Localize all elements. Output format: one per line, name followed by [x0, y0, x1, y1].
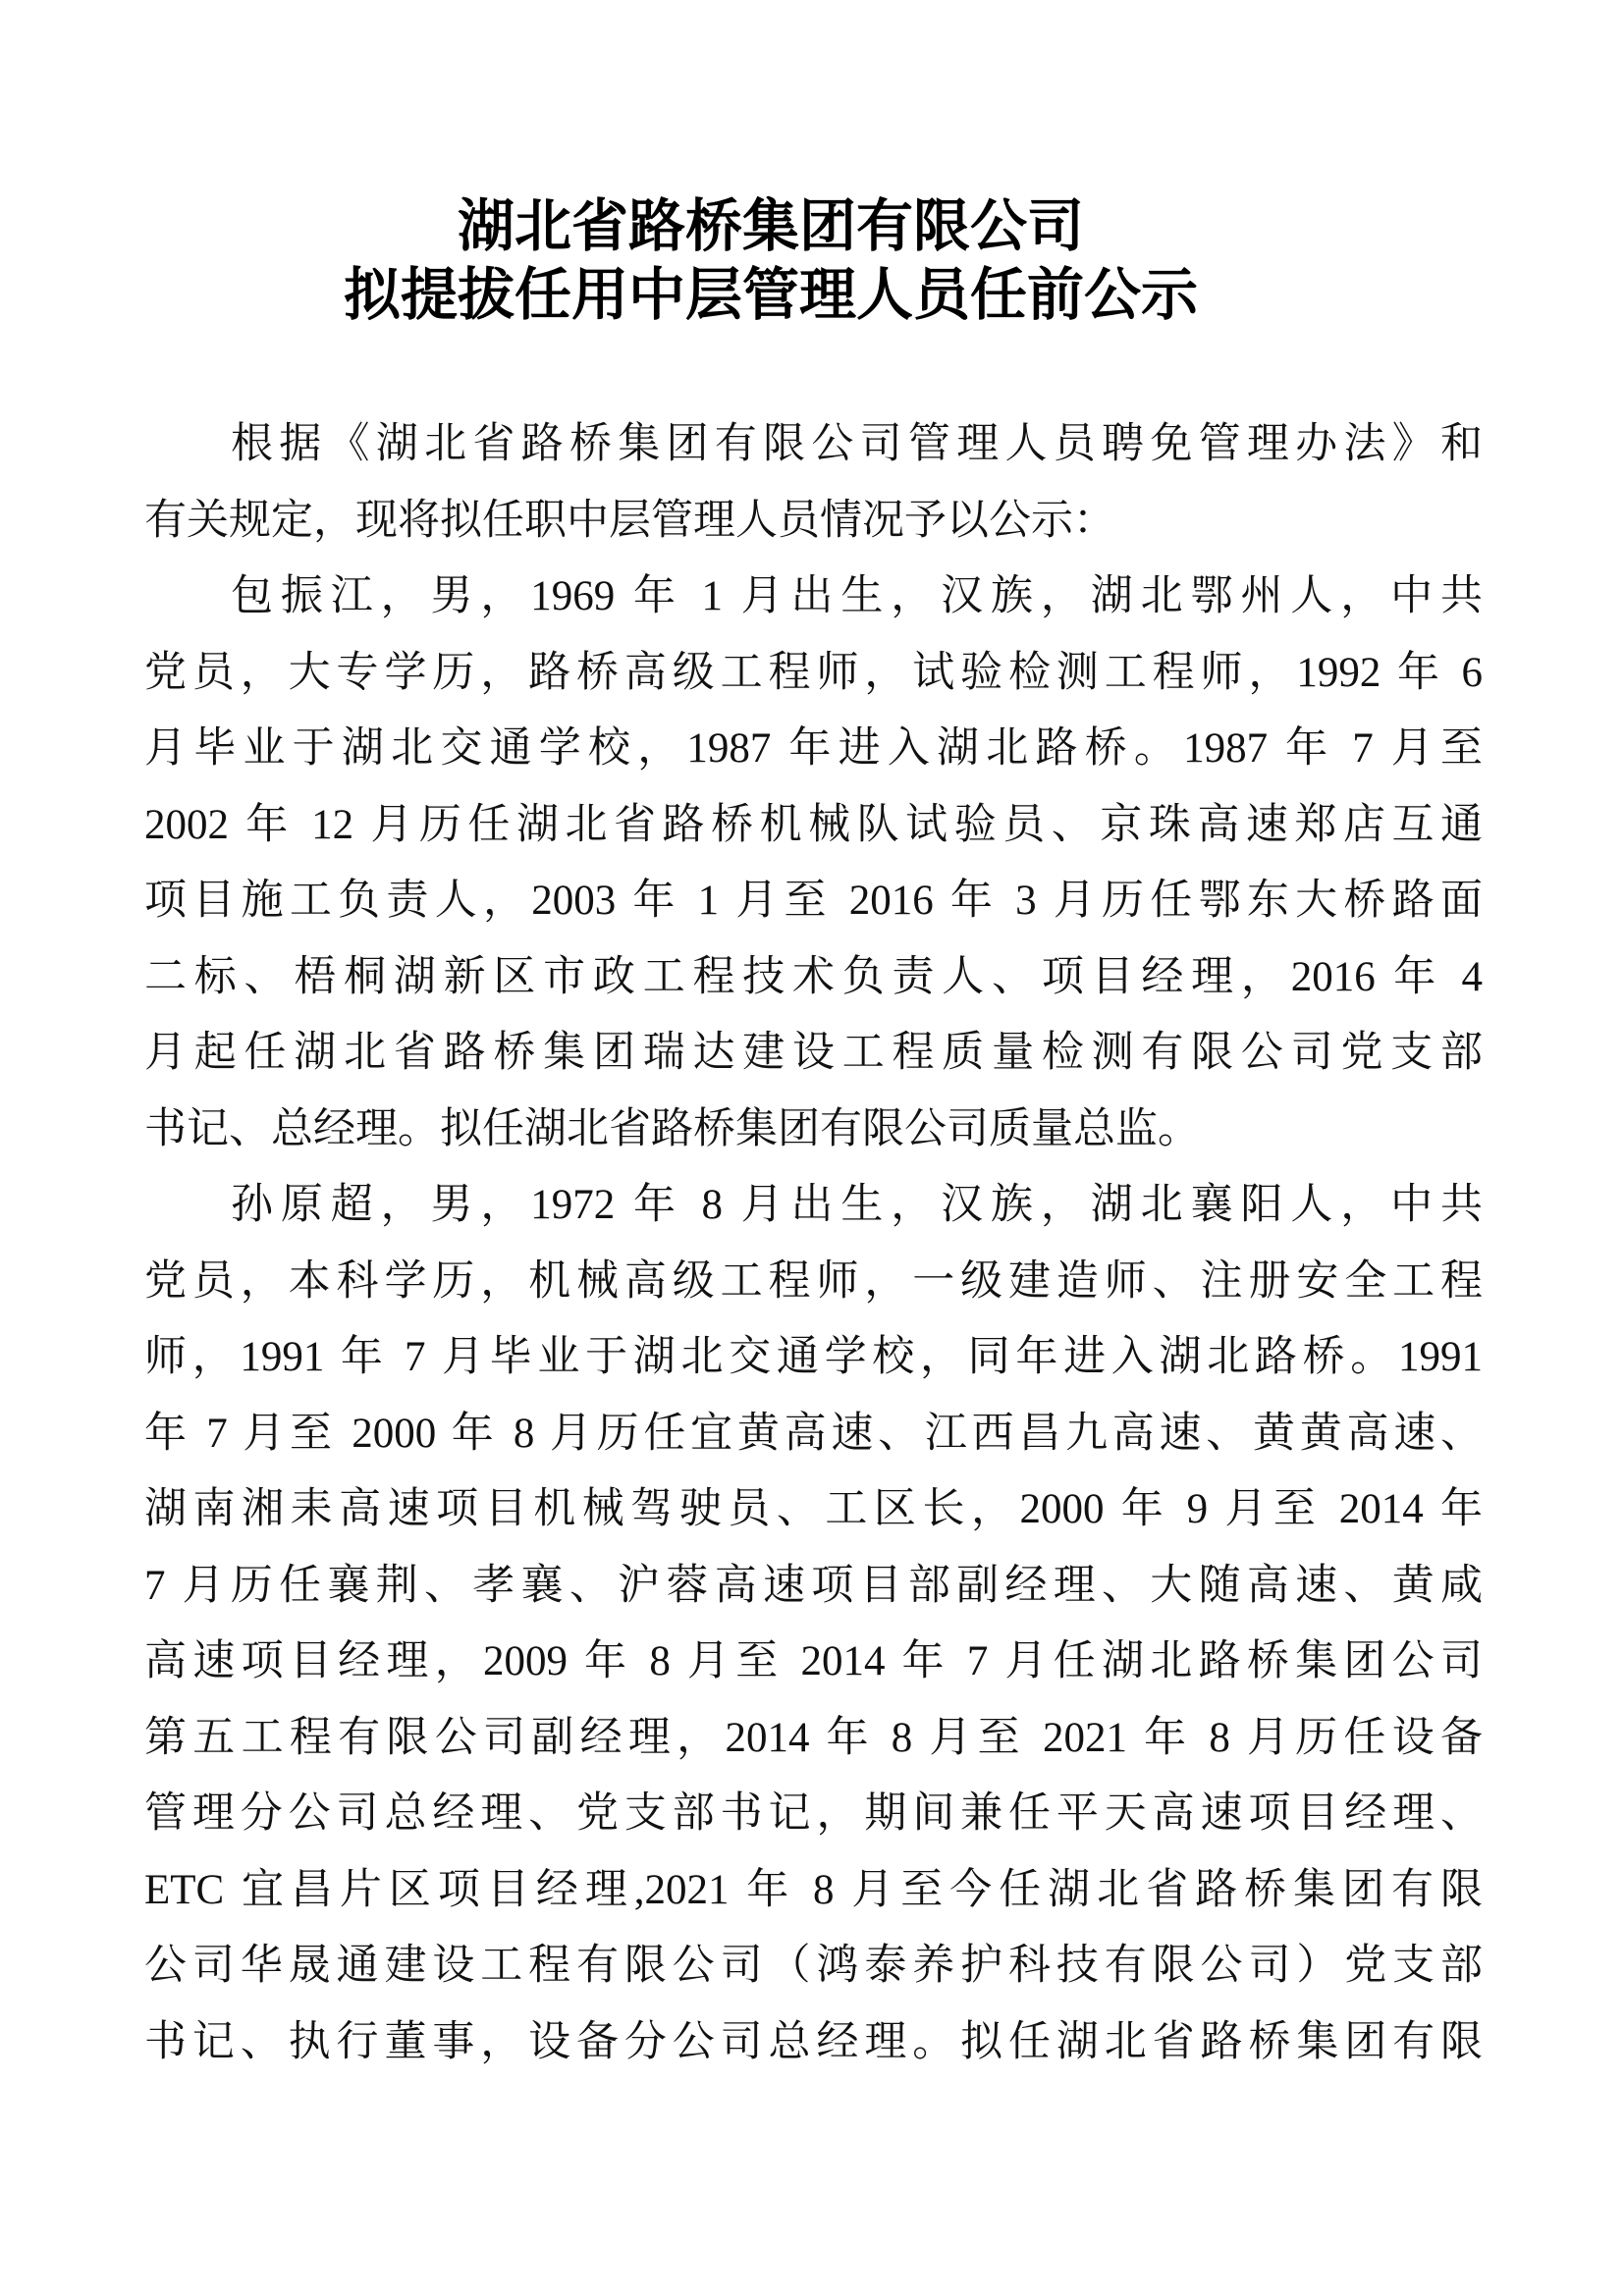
body-line: 师，1991 年 7 月毕业于湖北交通学校，同年进入湖北路桥。1991 — [144, 1334, 1483, 1380]
body-line: 湖南湘耒高速项目机械驾驶员、工区长，2000 年 9 月至 2014 年 — [144, 1486, 1483, 1532]
body-line: 项目施工负责人，2003 年 1 月至 2016 年 3 月历任鄂东大桥路面 — [144, 878, 1483, 924]
body-line: 包振江，男，1969 年 1 月出生，汉族，湖北鄂州人，中共 — [231, 573, 1483, 619]
body-line: 第五工程有限公司副经理，2014 年 8 月至 2021 年 8 月历任设备 — [144, 1714, 1483, 1761]
body-line: 年 7 月至 2000 年 8 月历任宜黄高速、江西昌九高速、黄黄高速、 — [144, 1410, 1483, 1457]
body-line: 2002 年 12 月历任湖北省路桥机械队试验员、京珠高速郑店互通 — [144, 801, 1483, 848]
document-title-line-2: 拟提拔任用中层管理人员任前公示 — [343, 263, 1198, 327]
body-line: 孙原超，男，1972 年 8 月出生，汉族，湖北襄阳人，中共 — [231, 1182, 1483, 1228]
body-line: 有关规定，现将拟任职中层管理人员情况予以公示： — [144, 497, 1115, 544]
body-line: 月起任湖北省路桥集团瑞达建设工程质量检测有限公司党支部 — [144, 1030, 1483, 1076]
body-line: 7 月历任襄荆、孝襄、沪蓉高速项目部副经理、大随高速、黄咸 — [144, 1562, 1483, 1609]
document-title — [102, 0, 1440, 330]
body-line: 根据《湖北省路桥集团有限公司管理人员聘免管理办法》和 — [231, 421, 1483, 467]
body-line: 公司华晟通建设工程有限公司（鸿泰养护科技有限公司）党支部 — [144, 1943, 1483, 1989]
body-line: 书记、执行董事，设备分公司总经理。拟任湖北省路桥集团有限 — [144, 2018, 1483, 2065]
body-line: 月毕业于湖北交通学校，1987 年进入湖北路桥。1987 年 7 月至 — [144, 725, 1483, 772]
body-line: 党员，大专学历，路桥高级工程师，试验检测工程师，1992 年 6 — [144, 649, 1483, 696]
document-body — [144, 406, 1483, 2080]
document-title-line-1: 湖北省路桥集团有限公司 — [457, 194, 1084, 258]
body-line: 管理分公司总经理、党支部书记，期间兼任平天高速项目经理、 — [144, 1790, 1483, 1837]
body-line: 书记、总经理。拟任湖北省路桥集团有限公司质量总监。 — [144, 1105, 1200, 1152]
body-line: 高速项目经理，2009 年 8 月至 2014 年 7 月任湖北路桥集团公司 — [144, 1638, 1483, 1684]
body-line: ETC 宜昌片区项目经理,2021 年 8 月至今任湖北省路桥集团有限 — [144, 1866, 1483, 1913]
body-line: 党员，本科学历，机械高级工程师，一级建造师、注册安全工程 — [144, 1257, 1483, 1305]
body-line: 二标、梧桐湖新区市政工程技术负责人、项目经理，2016 年 4 — [144, 953, 1483, 1000]
